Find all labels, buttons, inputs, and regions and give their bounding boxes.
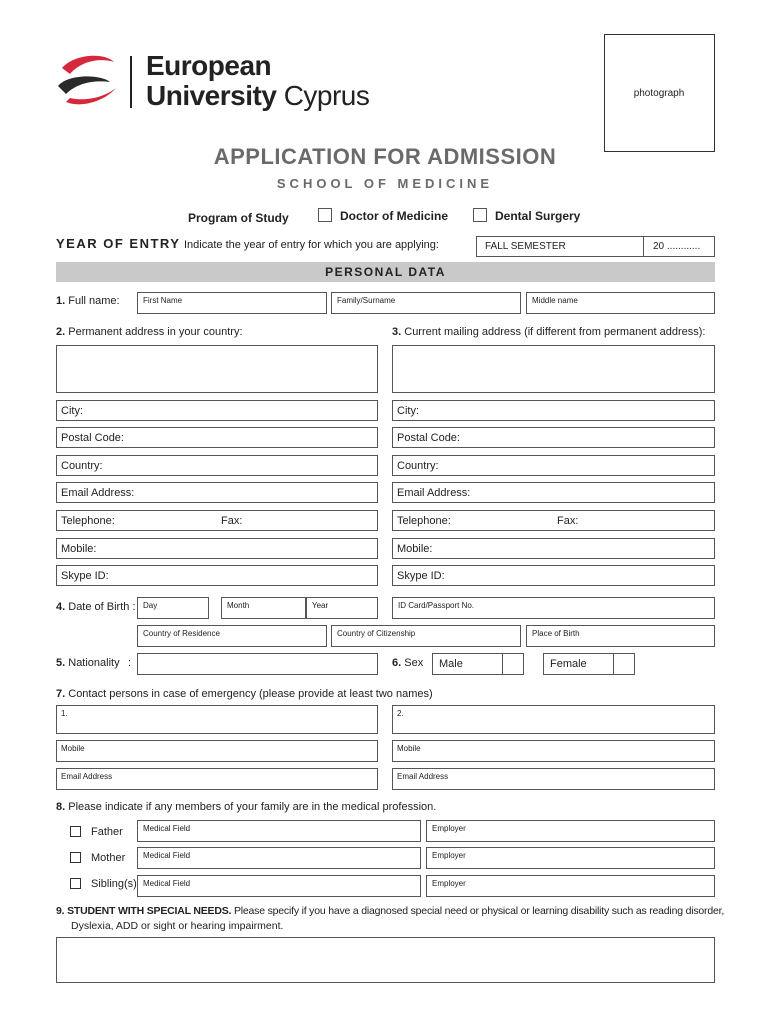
permanent-address-input[interactable] (56, 345, 378, 393)
mother-field-label: Medical Field (143, 851, 191, 860)
middle-name-label: Middle name (532, 296, 578, 305)
id-passport-input[interactable] (392, 597, 715, 619)
mother-employer-input[interactable] (426, 847, 715, 869)
mailing-address-input[interactable] (392, 345, 715, 393)
logo-university: University (146, 80, 277, 111)
contact1-email-input[interactable] (56, 768, 378, 790)
first-name-label: First Name (143, 296, 183, 305)
country-of-residence-input[interactable] (137, 625, 327, 647)
father-field-input[interactable] (137, 820, 421, 842)
father-field-label: Medical Field (143, 824, 191, 833)
mother-field-input[interactable] (137, 847, 421, 869)
mobile-label: Mobile: (61, 543, 97, 555)
birth-year-input[interactable] (306, 597, 378, 619)
nationality-input[interactable] (137, 653, 378, 675)
contact1-mobile-input[interactable] (56, 740, 378, 762)
special-needs-input[interactable] (56, 937, 715, 983)
doctor-of-medicine-label: Doctor of Medicine (340, 209, 449, 223)
q4-label: 4. Date of Birth : (56, 601, 136, 613)
doctor-of-medicine-checkbox[interactable] (318, 208, 332, 222)
contact1-name-input[interactable] (56, 705, 378, 734)
q5-colon: : (128, 657, 132, 669)
mobile-input-left[interactable] (56, 538, 378, 559)
year-label: Year (312, 601, 329, 610)
logo (52, 52, 392, 112)
contact1-label: 1. (61, 709, 68, 718)
semester-value: FALL SEMESTER (485, 241, 566, 252)
country-input-left[interactable] (56, 455, 378, 476)
q1-label: 1. Full name: (56, 295, 120, 307)
sex-female-box[interactable] (543, 653, 614, 675)
logo-line1: European (146, 50, 272, 81)
siblings-checkbox[interactable] (70, 878, 81, 889)
telephone-input-right[interactable] (392, 510, 715, 531)
middle-name-input[interactable] (526, 292, 715, 314)
q8-label: 8. Please indicate if any members of your family are in the medical profession. (56, 801, 437, 813)
mobile-input-right[interactable] (392, 538, 715, 559)
email-input-right[interactable] (392, 482, 715, 503)
family-name-label: Family/Surname (337, 296, 396, 305)
first-name-input[interactable] (137, 292, 327, 314)
siblings-employer-input[interactable] (426, 875, 715, 897)
contact1-mobile-label: Mobile (61, 744, 85, 753)
year-value: 20 ............ (653, 241, 701, 252)
personal-data-band (56, 262, 715, 282)
fax-label: Fax: (557, 515, 579, 527)
q9-bold: STUDENT WITH SPECIAL NEEDS. (67, 905, 232, 917)
father-label: Father (91, 826, 123, 838)
male-checkbox[interactable] (502, 653, 524, 675)
postal-input-left[interactable] (56, 427, 378, 448)
country-input-right[interactable] (392, 455, 715, 476)
logo-divider (130, 56, 132, 108)
skype-input-left[interactable] (56, 565, 378, 586)
citizenship-label: Country of Citizenship (337, 629, 416, 638)
birth-month-input[interactable] (221, 597, 306, 619)
q5-label: 5. Nationality (56, 657, 120, 669)
father-employer-input[interactable] (426, 820, 715, 842)
telephone-input-left[interactable] (56, 510, 378, 531)
q3-label: 3. Current mailing address (if different from permanent address): (392, 326, 706, 338)
contact2-mobile-label: Mobile (397, 744, 421, 753)
country-label: Country: (397, 460, 439, 472)
id-passport-label: ID Card/Passport No. (398, 601, 475, 610)
mother-employer-label: Employer (432, 851, 466, 860)
q9-label-line2: Dyslexia, ADD or sight or hearing impairment. (71, 920, 284, 932)
contact2-email-label: Email Address (397, 772, 449, 781)
sex-male-box[interactable] (432, 653, 503, 675)
city-input-right[interactable] (392, 400, 715, 421)
logo-cyprus: Cyprus (283, 80, 370, 111)
dental-surgery-checkbox[interactable] (473, 208, 487, 222)
city-label: City: (397, 405, 419, 417)
contact2-mobile-input[interactable] (392, 740, 715, 762)
city-label: City: (61, 405, 83, 417)
day-label: Day (143, 601, 158, 610)
logo-swoosh-icon (52, 52, 122, 110)
place-of-birth-input[interactable] (526, 625, 715, 647)
contact2-label: 2. (397, 709, 404, 718)
fax-label: Fax: (221, 515, 243, 527)
siblings-label: Sibling(s) (91, 878, 137, 890)
program-label: Program of Study (188, 211, 289, 225)
dental-surgery-label: Dental Surgery (495, 209, 581, 223)
postal-label: Postal Code: (61, 432, 124, 444)
photograph-label: photograph (633, 88, 685, 99)
telephone-label: Telephone: (397, 515, 451, 527)
mother-label: Mother (91, 852, 126, 864)
year-of-entry-heading: YEAR OF ENTRY (56, 236, 181, 251)
photograph-box[interactable] (604, 34, 715, 152)
semester-divider (643, 237, 644, 256)
mother-checkbox[interactable] (70, 852, 81, 863)
father-checkbox[interactable] (70, 826, 81, 837)
q9-label: 9. STUDENT WITH SPECIAL NEEDS. Please specify if you have a diagnosed special need or physical or learning disability such as reading disorder, (56, 905, 725, 917)
q9-text: Please specify if you have a diagnosed special need or physical or learning disability such as reading disorder, (231, 905, 725, 917)
siblings-field-label: Medical Field (143, 879, 191, 888)
q6-label: 6. Sex (392, 657, 424, 669)
city-input-left[interactable] (56, 400, 378, 421)
semester-field[interactable] (476, 236, 715, 257)
email-input-left[interactable] (56, 482, 378, 503)
contact1-email-label: Email Address (61, 772, 113, 781)
birth-day-input[interactable] (137, 597, 209, 619)
birthplace-label: Place of Birth (532, 629, 580, 638)
email-label: Email Address: (397, 487, 471, 499)
logo-line2 (146, 80, 369, 112)
siblings-employer-label: Employer (432, 879, 466, 888)
female-label: Female (550, 658, 587, 670)
skype-label: Skype ID: (61, 570, 109, 582)
siblings-field-input[interactable] (137, 875, 421, 897)
personal-data-heading: PERSONAL DATA (325, 265, 446, 279)
telephone-label: Telephone: (61, 515, 115, 527)
q7-label: 7. Contact persons in case of emergency (please provide at least two names) (56, 688, 433, 700)
skype-label: Skype ID: (397, 570, 445, 582)
country-of-citizenship-input[interactable] (331, 625, 521, 647)
mobile-label: Mobile: (397, 543, 433, 555)
contact2-email-input[interactable] (392, 768, 715, 790)
father-employer-label: Employer (432, 824, 466, 833)
skype-input-right[interactable] (392, 565, 715, 586)
family-name-input[interactable] (331, 292, 521, 314)
q2-label: 2. Permanent address in your country: (56, 326, 243, 338)
contact2-name-input[interactable] (392, 705, 715, 734)
country-label: Country: (61, 460, 103, 472)
email-label: Email Address: (61, 487, 135, 499)
residence-label: Country of Residence (143, 629, 220, 638)
year-of-entry-instruction: Indicate the year of entry for which you are applying: (184, 239, 439, 251)
postal-label: Postal Code: (397, 432, 460, 444)
female-checkbox[interactable] (613, 653, 635, 675)
postal-input-right[interactable] (392, 427, 715, 448)
male-label: Male (439, 658, 463, 670)
page-title: APPLICATION FOR ADMISSION (213, 144, 557, 169)
month-label: Month (227, 601, 250, 610)
page-subtitle: SCHOOL OF MEDICINE (276, 176, 494, 191)
